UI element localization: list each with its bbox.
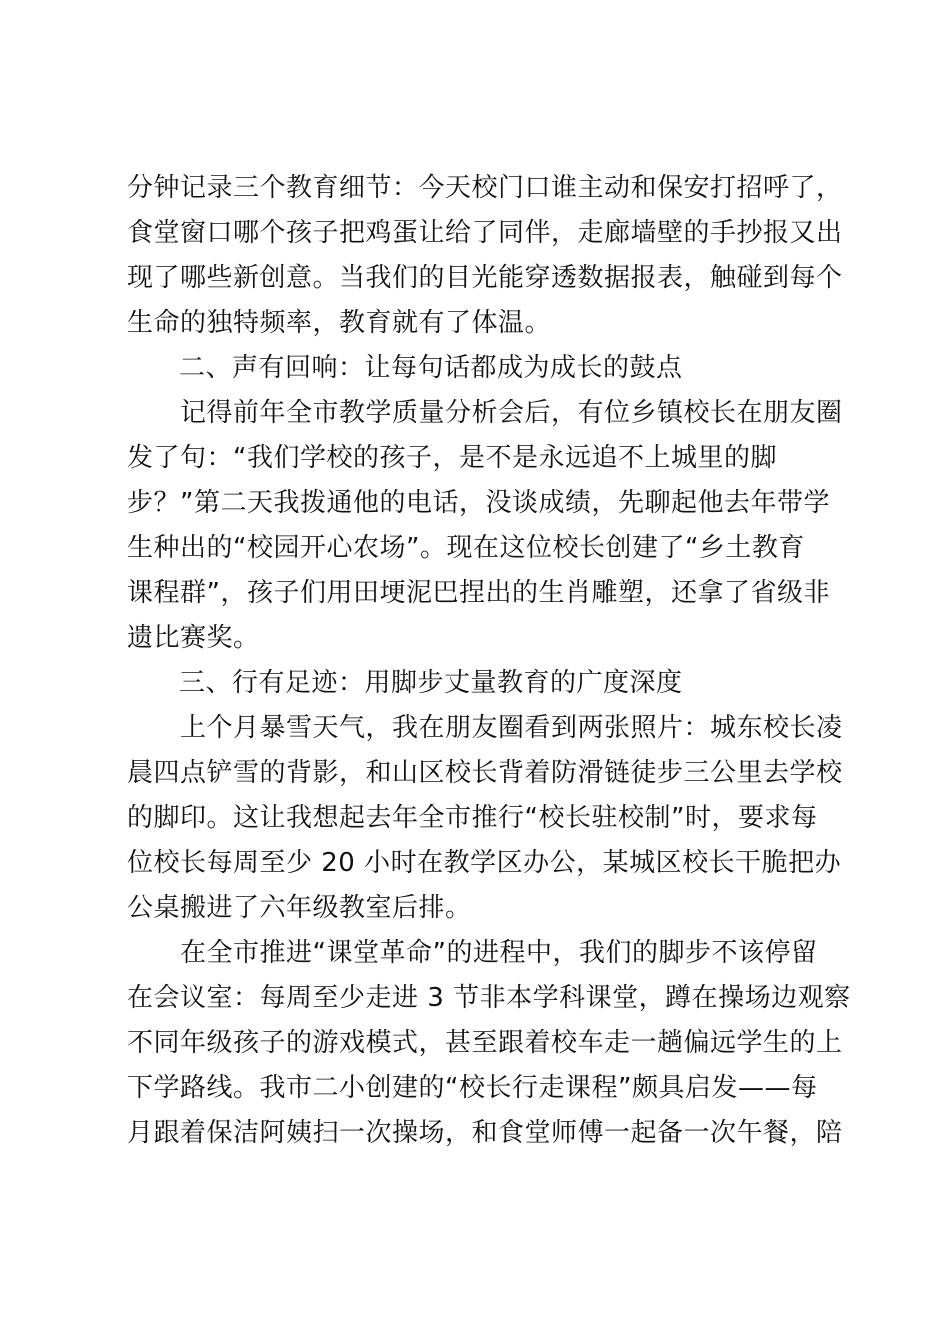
paragraph-2 (127, 391, 843, 661)
paragraph-4 (127, 931, 851, 1156)
paragraph-1 (127, 166, 843, 346)
text-line: 位校长每周至少 20 小时在教学区办公，某城区校长干脆把办 (127, 848, 842, 878)
document-body (127, 166, 851, 1156)
text-line: 上个月暴雪天气，我在朋友圈看到两张照片：城东校长凌 (127, 713, 843, 743)
text-line: 生种出的“校园开心农场”。现在这位校长创建了“乡土教育 (127, 533, 805, 563)
text-line: 现了哪些新创意。当我们的目光能穿透数据报表，触碰到每个 (127, 263, 843, 293)
text-line: 食堂窗口哪个孩子把鸡蛋让给了同伴，走廊墙壁的手抄报又出 (127, 218, 843, 248)
text-line: 发了句：“我们学校的孩子，是不是永远追不上城里的脚 (127, 443, 777, 473)
text-line: 的脚印。这让我想起去年全市推行“校长驻校制”时，要求每 (127, 803, 818, 833)
text-line: 晨四点铲雪的背影，和山区校长背着防滑链徒步三公里去学校 (127, 758, 843, 788)
paragraph-3 (127, 706, 843, 931)
text-line: 步？”第二天我拨通他的电话，没谈成绩，先聊起他去年带学 (127, 488, 830, 518)
text-line: 不同年级孩子的游戏模式，甚至跟着校车走一趟偏远学生的上 (127, 1028, 843, 1058)
text-line: 记得前年全市教学质量分析会后，有位乡镇校长在朋友圈 (127, 398, 843, 428)
text-line: 遗比赛奖。 (127, 623, 260, 653)
section-heading-2: 二、声有回响：让每句话都成为成长的鼓点 (179, 353, 683, 383)
text-line: 在全市推进“课堂革命”的进程中，我们的脚步不该停留 (127, 938, 818, 968)
text-line: 生命的独特频率，教育就有了体温。 (127, 308, 552, 338)
text-line: 月跟着保洁阿姨扫一次操场，和食堂师傅一起备一次午餐，陪 (127, 1118, 843, 1148)
text-line: 分钟记录三个教育细节：今天校门口谁主动和保安打招呼了， (127, 173, 843, 203)
text-line: 课程群”，孩子们用田埂泥巴捏出的生肖雕塑，还拿了省级非 (127, 578, 830, 608)
section-heading-3: 三、行有足迹：用脚步丈量教育的广度深度 (179, 668, 683, 698)
text-line: 在会议室：每周至少走进 3 节非本学科课堂，蹲在操场边观察 (127, 983, 851, 1013)
text-line: 公桌搬进了六年级教室后排。 (127, 893, 472, 923)
text-line: 下学路线。我市二小创建的“校长行走课程”颇具启发——每 (127, 1073, 818, 1103)
